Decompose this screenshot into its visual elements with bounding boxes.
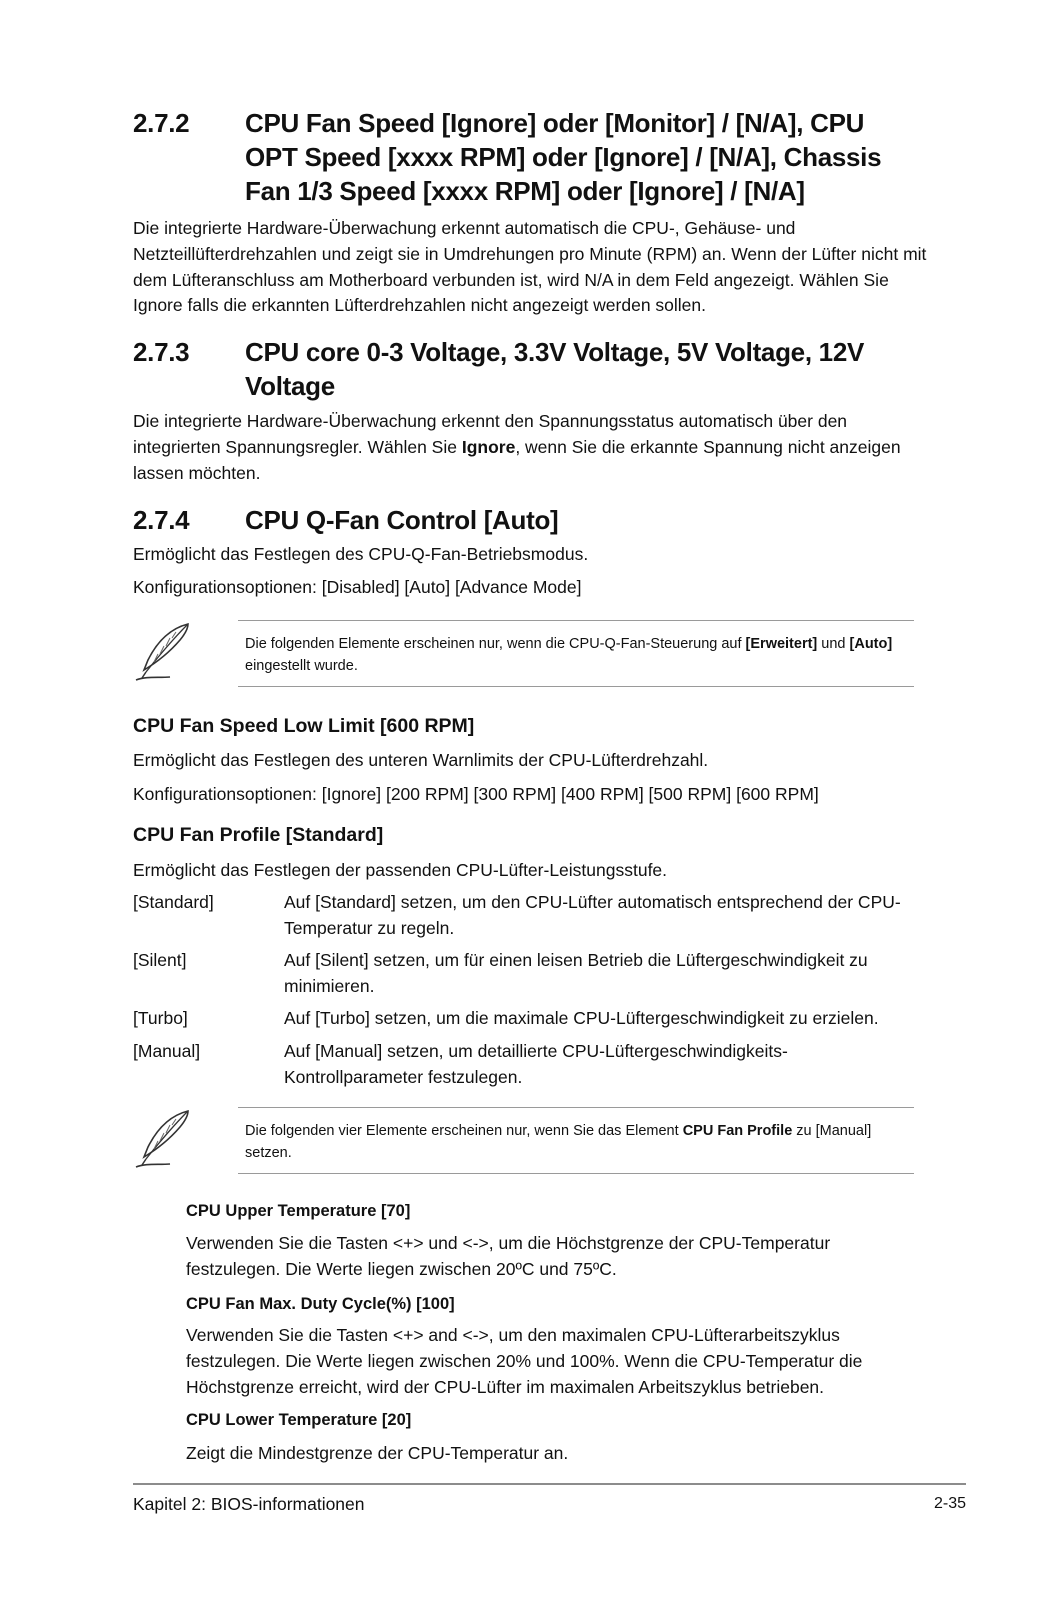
section-number-2-7-4: 2.7.4 xyxy=(133,505,190,535)
section-options-2-7-4: Konfigurationsoptionen: [Disabled] [Auto] [Advance Mode] xyxy=(133,577,582,597)
title-line: Voltage xyxy=(245,371,335,401)
section-title-2-7-3 xyxy=(245,335,925,403)
option-key-standard: [Standard] xyxy=(133,892,214,912)
note-text-part: zu [Manual] setzen. xyxy=(245,1123,872,1161)
note-bottom-rule xyxy=(238,1173,914,1174)
option-desc-turbo: Auf [Turbo] setzen, um die maximale CPU-Lüftergeschwindigkeit zu erzielen. xyxy=(284,1008,879,1028)
note-text-part: Die folgenden vier Elemente erscheinen nur, wenn Sie das Element xyxy=(245,1123,683,1139)
item-title-fan-profile: CPU Fan Profile [Standard] xyxy=(133,824,384,846)
footer-chapter: Kapitel 2: BIOS-informationen xyxy=(133,1494,365,1514)
option-desc-silent: Auf [Silent] setzen, um für einen leisen Betrieb die Lüftergeschwindigkeit zu minimieren. xyxy=(284,950,868,996)
body-bold-text: Ignore xyxy=(461,436,516,457)
note-bold: [Erweitert] xyxy=(745,636,818,652)
subitem-title-max-duty: CPU Fan Max. Duty Cycle(%) [100] xyxy=(186,1295,455,1313)
subitem-title-upper-temp: CPU Upper Temperature [70] xyxy=(186,1202,411,1220)
body-text: Die integrierte Hardware-Überwachung erkennt den Spannungsstatus automatisch über den integrierten Spannungsregler. Wählen Sie xyxy=(133,411,848,457)
note-text-part: Die folgenden Elemente erscheinen nur, wenn die CPU-Q-Fan-Steuerung auf xyxy=(245,636,746,652)
feather-pen-icon xyxy=(132,620,194,682)
note-bold: [Auto] xyxy=(849,636,893,652)
title-line: CPU Q-Fan Control [Auto] xyxy=(245,505,559,535)
note-top-rule xyxy=(238,620,914,621)
section-desc-2-7-4: Ermöglicht das Festlegen des CPU-Q-Fan-Betriebsmodus. xyxy=(133,544,589,564)
section-body-2-7-3 xyxy=(133,409,933,486)
note-text xyxy=(245,633,910,677)
note-bottom-rule xyxy=(238,686,914,687)
section-body-2-7-2: Die integrierte Hardware-Überwachung erkennt automatisch die CPU-, Gehäuse- und Netzteillüfterdrehzahlen und zeigt sie in Umdrehungen pro Minute (RPM) an. Wenn der Lüfter nicht mit dem Lüfteranschluss am Motherboard verbunden ist, wird N/A in dem Feld angezeigt. Wählen Sie Ignore falls die erkannten Lüfterdrehzahlen nicht angezeigt werden sollen. xyxy=(133,218,927,316)
footer-rule xyxy=(133,1483,966,1485)
note-bold: CPU Fan Profile xyxy=(682,1123,793,1139)
section-number-2-7-3: 2.7.3 xyxy=(133,337,190,367)
body-text: , wenn Sie die erkannte Spannung nicht anzeigen lassen möchten. xyxy=(133,436,901,483)
section-number-2-7-2: 2.7.2 xyxy=(133,108,190,138)
note-text-part: und xyxy=(817,636,850,652)
option-key-turbo: [Turbo] xyxy=(133,1008,188,1028)
subitem-title-lower-temp: CPU Lower Temperature [20] xyxy=(186,1411,412,1429)
title-line: Fan 1/3 Speed [xxxx RPM] oder [Ignore] / [N/A] xyxy=(245,176,805,206)
feather-pen-icon xyxy=(132,1107,194,1169)
footer-page-number: 2-35 xyxy=(933,1495,966,1512)
option-key-manual: [Manual] xyxy=(133,1041,201,1061)
section-title-2-7-4 xyxy=(245,503,925,537)
title-line: CPU Fan Speed [Ignore] oder [Monitor] / [N/A], CPU xyxy=(245,108,865,138)
option-desc-manual: Auf [Manual] setzen, um detaillierte CPU-Lüftergeschwindigkeits-Kontrollparameter festzulegen. xyxy=(284,1041,788,1087)
item-desc-fan-profile: Ermöglicht das Festlegen der passenden CPU-Lüfter-Leistungsstufe. xyxy=(133,860,668,880)
subitem-desc-upper-temp: Verwenden Sie die Tasten <+> und <->, um die Höchstgrenze der CPU-Temperatur festzulegen. Die Werte liegen zwischen 20ºC und 75ºC. xyxy=(186,1233,831,1279)
title-line: OPT Speed [xxxx RPM] oder [Ignore] / [N/A], Chassis xyxy=(245,142,882,172)
item-options-low-limit: Konfigurationsoptionen: [Ignore] [200 RPM] [300 RPM] [400 RPM] [500 RPM] [600 RPM] xyxy=(133,784,819,804)
subitem-desc-max-duty: Verwenden Sie die Tasten <+> and <->, um den maximalen CPU-Lüfterarbeitszyklus festzulegen. Die Werte liegen zwischen 20% und 100%. Wenn die CPU-Temperatur die Höchstgrenze erreicht, wird der CPU-Lüfter im maximalen Arbeitszyklus betrieben. xyxy=(186,1325,863,1397)
subitem-desc-lower-temp: Zeigt die Mindestgrenze der CPU-Temperatur an. xyxy=(186,1443,569,1463)
note-top-rule xyxy=(238,1107,914,1108)
section-title-2-7-2 xyxy=(245,106,925,208)
option-key-silent: [Silent] xyxy=(133,950,187,970)
note-text xyxy=(245,1120,910,1164)
item-desc-low-limit: Ermöglicht das Festlegen des unteren Warnlimits der CPU-Lüfterdrehzahl. xyxy=(133,750,709,770)
item-title-low-limit: CPU Fan Speed Low Limit [600 RPM] xyxy=(133,715,475,737)
option-desc-standard: Auf [Standard] setzen, um den CPU-Lüfter automatisch entsprechend der CPU-Temperatur zu regeln. xyxy=(284,892,901,938)
title-line: CPU core 0-3 Voltage, 3.3V Voltage, 5V Voltage, 12V xyxy=(245,337,865,367)
note-text-part: eingestellt wurde. xyxy=(245,658,358,674)
